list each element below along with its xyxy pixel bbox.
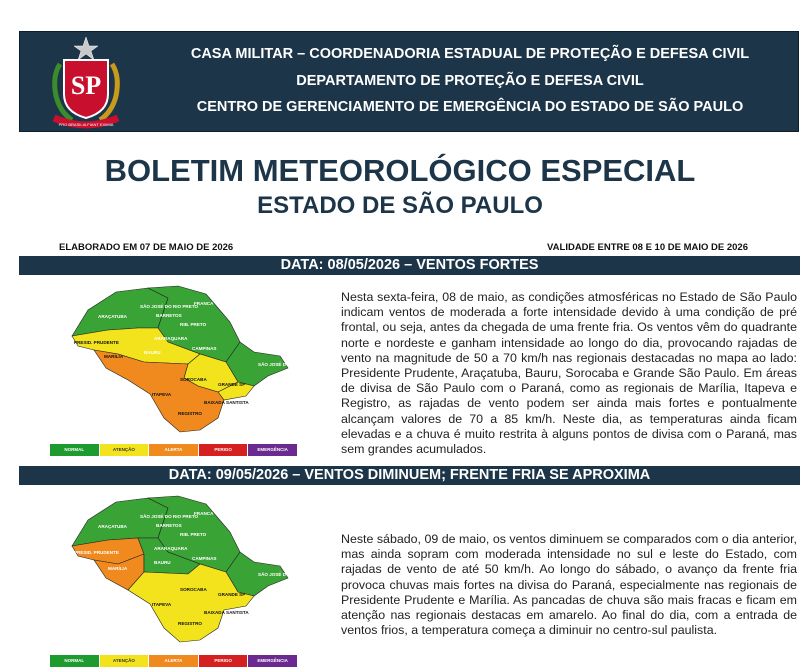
svg-text:CAMPINAS: CAMPINAS (192, 556, 217, 561)
legend-atencao: ATENÇÃO (100, 444, 150, 456)
svg-text:BARRETOS: BARRETOS (156, 523, 182, 528)
svg-text:ARAÇATUBA: ARAÇATUBA (98, 314, 128, 319)
section-2-text: Neste sábado, 09 de maio, os ventos diminuem se comparados com o dia anterior, mas ainda sopram com moderada intensidade no sul e leste do Estado, com rajadas de vento de até 50 km/h. Ao longo do sábado, o avanço da frente fria provoca chuvas mais fortes na divisa do Paraná, especialmente nas regionais de Presidente Prudente e Marília. As pancadas de chuva são mais fracas e ficam em atenção nas regionais destacas em amarelo. Ao final do dia, com a entrada de ventos frios, a temperatura começa a diminuir no centro-sul paulista. (341, 532, 797, 638)
legend-normal: NORMAL (50, 444, 100, 456)
legend-emergencia: EMERGÊNCIA (248, 655, 298, 667)
legend-alerta: ALERTA (149, 655, 199, 667)
svg-text:PRESID. PRUDENTE: PRESID. PRUDENTE (74, 340, 119, 345)
page-subtitle: ESTADO DE SÃO PAULO (257, 192, 543, 219)
svg-text:GRANDE SP: GRANDE SP (218, 592, 246, 597)
svg-text:FRANCA: FRANCA (194, 301, 214, 306)
svg-text:SÃO JOSÉ DOS CAMPOS: SÃO JOSÉ DOS CAMPOS (258, 572, 315, 577)
validade-period: VALIDADE ENTRE 08 E 10 DE MAIO DE 2026 (547, 242, 748, 253)
alert-legend-day1 (50, 444, 298, 456)
legend-perigo: PERIGO (199, 655, 249, 667)
svg-text:BAURU: BAURU (154, 560, 171, 565)
svg-text:PRESID. PRUDENTE: PRESID. PRUDENTE (74, 550, 119, 555)
svg-text:RIB. PRETO: RIB. PRETO (180, 322, 207, 327)
svg-text:SP: SP (70, 71, 102, 100)
svg-text:SOROCABA: SOROCABA (180, 377, 207, 382)
svg-text:SOROCABA: SOROCABA (180, 587, 207, 592)
svg-text:CAMPINAS: CAMPINAS (192, 346, 217, 351)
svg-text:BAURU: BAURU (144, 350, 161, 355)
sp-coat-of-arms-seal (46, 36, 126, 130)
svg-text:MARÍLIA: MARÍLIA (104, 354, 124, 359)
header-line-1: CASA MILITAR – COORDENADORIA ESTADUAL DE PROTEÇÃO E DEFESA CIVIL (190, 46, 750, 62)
legend-atencao: ATENÇÃO (100, 655, 150, 667)
svg-text:REGISTRO: REGISTRO (178, 411, 202, 416)
svg-text:ITAPEVA: ITAPEVA (152, 392, 172, 397)
legend-perigo: PERIGO (199, 444, 249, 456)
svg-text:BARRETOS: BARRETOS (156, 313, 182, 318)
svg-text:GRANDE SP: GRANDE SP (218, 382, 246, 387)
page-title: BOLETIM METEOROLÓGICO ESPECIAL (104, 153, 696, 188)
section-1-text: Nesta sexta-feira, 08 de maio, as condições atmosféricas no Estado de São Paulo indicam ventos de moderada a forte intensidade devido à uma condição de pré frontal, ou seja, antes da chegada de uma frente fria. Os ventos vêm do quadrante norte e nordeste e ganham intensidade ao longo do dia, provocando rajadas de vento na magnitude de 50 a 70 km/h nas regionais destacadas no mapa ao lado: Presidente Prudente, Araçatuba, Bauru, Sorocaba e Grande São Paulo. Em áreas de divisa de São Paulo com o Paraná, como as regionais de Marília, Itapeva e Registro, as rajadas de vento podem ser ainda mais fortes e pontualmente alcançam valores de 70 a 85 km/h. Neste dia, as temperaturas ainda ficam elevadas e a chuva é muito restrita à alguns pontos de divisa com o Paraná, mas sem grandes acumulados. (341, 290, 797, 457)
svg-text:PRO BRASILIA FIANT EXIMIA: PRO BRASILIA FIANT EXIMIA (58, 122, 114, 127)
svg-text:BAIXADA SANTISTA: BAIXADA SANTISTA (204, 400, 249, 405)
svg-text:ARARAQUARA: ARARAQUARA (154, 546, 188, 551)
elaborado-date: ELABORADO EM 07 DE MAIO DE 2026 (59, 242, 234, 253)
svg-text:FRANCA: FRANCA (194, 511, 214, 516)
svg-text:BAIXADA SANTISTA: BAIXADA SANTISTA (204, 610, 249, 615)
header-line-2: DEPARTAMENTO DE PROTEÇÃO E DEFESA CIVIL (296, 73, 644, 89)
header-line-3: CENTRO DE GERENCIAMENTO DE EMERGÊNCIA DO ESTADO DE SÃO PAULO (196, 99, 744, 115)
sp-state-map-day1 (68, 284, 315, 434)
svg-text:ARARAQUARA: ARARAQUARA (154, 336, 188, 341)
svg-text:SÃO JOSÉ DO RIO PRETO: SÃO JOSÉ DO RIO PRETO (140, 304, 199, 309)
svg-text:ARAÇATUBA: ARAÇATUBA (98, 524, 128, 529)
svg-text:SÃO JOSÉ DOS CAMPOS: SÃO JOSÉ DOS CAMPOS (258, 362, 315, 367)
svg-text:ITAPEVA: ITAPEVA (152, 602, 172, 607)
section-2-heading: DATA: 09/05/2026 – VENTOS DIMINUEM; FRENTE FRIA SE APROXIMA (19, 466, 800, 485)
legend-normal: NORMAL (50, 655, 100, 667)
legend-alerta: ALERTA (149, 444, 199, 456)
svg-text:REGISTRO: REGISTRO (178, 621, 202, 626)
sp-state-map-day2 (68, 494, 315, 644)
legend-emergencia: EMERGÊNCIA (248, 444, 298, 456)
alert-legend-day2 (50, 655, 298, 667)
svg-text:MARÍLIA: MARÍLIA (108, 566, 128, 571)
svg-text:SÃO JOSÉ DO RIO PRETO: SÃO JOSÉ DO RIO PRETO (140, 514, 199, 519)
svg-text:RIB. PRETO: RIB. PRETO (180, 532, 207, 537)
header-banner (19, 31, 799, 132)
section-1-heading: DATA: 08/05/2026 – VENTOS FORTES (19, 256, 800, 275)
